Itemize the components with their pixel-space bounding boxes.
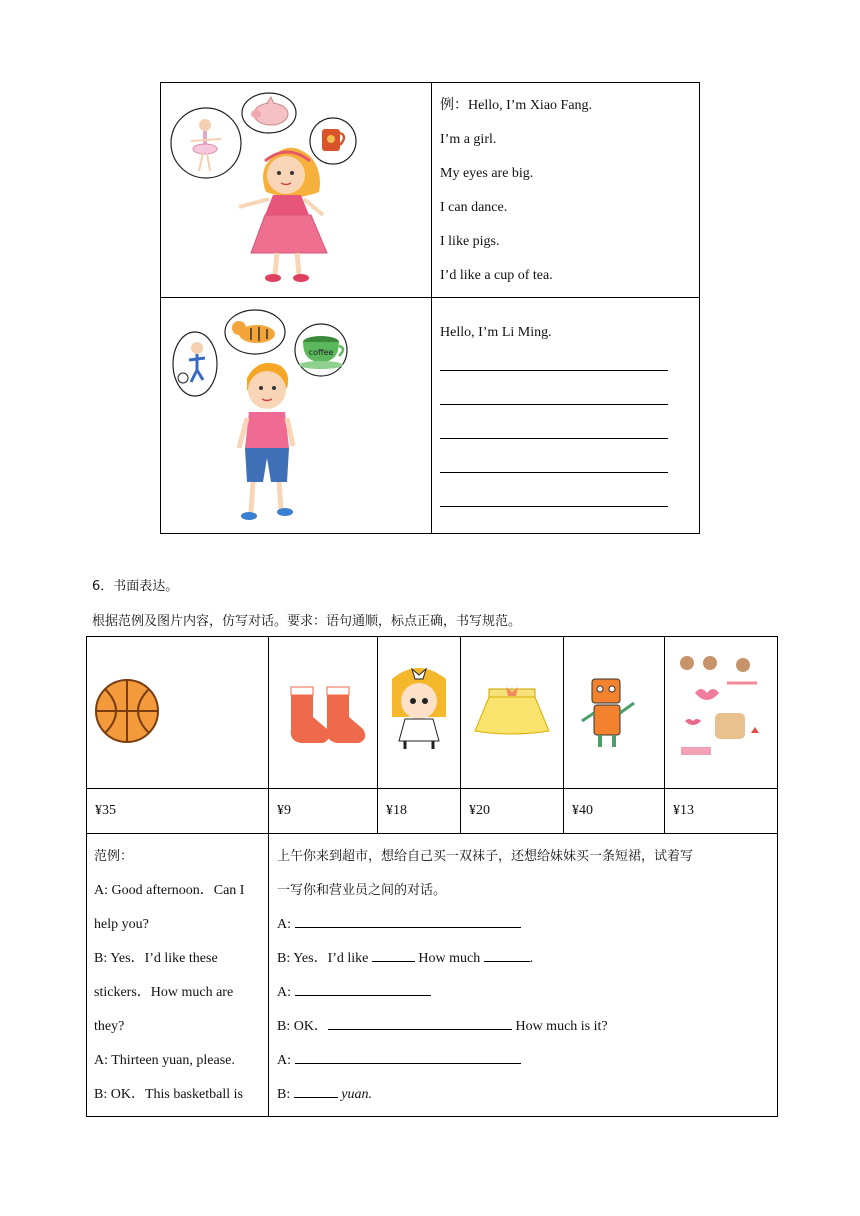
price-skirt: ¥20 bbox=[461, 789, 564, 834]
scenario-line-2: 一写你和营业员之间的对话。 bbox=[277, 883, 447, 898]
boy-picture-cell bbox=[161, 298, 432, 534]
example-dialogue-cell bbox=[87, 834, 269, 1117]
robot-icon bbox=[564, 637, 664, 783]
example-dialogue-line-7: B: OK．This basketball is bbox=[94, 1087, 243, 1102]
item-robot-cell bbox=[564, 637, 665, 789]
dialogue-line-6: B: yuan. bbox=[277, 1078, 777, 1112]
ballet-dancer-icon bbox=[171, 108, 241, 178]
answer-line-2[interactable] bbox=[440, 384, 691, 418]
answer-line-3[interactable] bbox=[440, 418, 691, 452]
example-dialogue-line-6: A: Thirteen yuan, please. bbox=[94, 1053, 235, 1068]
answer-line-1[interactable] bbox=[440, 350, 691, 384]
tiger-icon bbox=[225, 310, 285, 354]
example-line-1: 例：Hello, I’m Xiao Fang. bbox=[440, 98, 593, 113]
question-number: 6． bbox=[92, 579, 114, 594]
stickers-icon bbox=[665, 637, 777, 783]
dialogue-line-4: B: OK． How much is it? bbox=[277, 1010, 777, 1044]
doll-icon bbox=[378, 637, 460, 783]
blank-7[interactable] bbox=[294, 1083, 338, 1098]
writing-task-cell bbox=[269, 834, 778, 1117]
example-label: 范例： bbox=[94, 849, 134, 864]
self-intro-table bbox=[160, 82, 700, 534]
coffee-cup-label: coffee bbox=[308, 348, 334, 357]
example-line-2: I’m a girl. bbox=[440, 132, 497, 147]
task-intro: Hello, I’m Li Ming. bbox=[440, 325, 552, 340]
price-doll: ¥18 bbox=[378, 789, 461, 834]
example-dialogue-line-2: help you? bbox=[94, 917, 149, 932]
socks-icon bbox=[269, 637, 377, 783]
example-line-6: I’d like a cup of tea. bbox=[440, 268, 553, 283]
item-doll-cell bbox=[378, 637, 461, 789]
task-text-cell bbox=[432, 298, 700, 534]
basketball-icon bbox=[87, 637, 268, 783]
girl-illustration bbox=[161, 83, 431, 297]
example-dialogue-line-5: they? bbox=[94, 1019, 125, 1034]
blank-1[interactable] bbox=[295, 913, 521, 928]
scenario-line-1: 上午你来到超市，想给自己买一双袜子，还想给妹妹买一条短裙，试着写 bbox=[277, 849, 694, 864]
boy-illustration bbox=[161, 298, 431, 533]
price-socks: ¥9 bbox=[269, 789, 378, 834]
blank-5[interactable] bbox=[328, 1015, 512, 1030]
item-stickers-cell bbox=[665, 637, 778, 789]
blank-4[interactable] bbox=[295, 981, 431, 996]
price-basketball: ¥35 bbox=[87, 789, 269, 834]
shopping-table bbox=[86, 636, 778, 1117]
coffee-cup-icon bbox=[295, 324, 347, 376]
answer-line-4[interactable] bbox=[440, 452, 691, 486]
question-heading bbox=[92, 575, 178, 594]
example-line-4: I can dance. bbox=[440, 200, 508, 215]
example-dialogue-line-1: A: Good afternoon．Can I bbox=[94, 883, 245, 898]
blank-2[interactable] bbox=[372, 947, 415, 962]
question-instruction: 根据范例及图片内容，仿写对话。要求：语句通顺，标点正确，书写规范。 bbox=[92, 614, 522, 629]
example-dialogue-line-3: B: Yes．I’d like these bbox=[94, 951, 218, 966]
pig-icon bbox=[242, 93, 296, 133]
blank-6[interactable] bbox=[295, 1049, 521, 1064]
item-skirt-cell bbox=[461, 637, 564, 789]
example-line-3: My eyes are big. bbox=[440, 166, 534, 181]
girl-picture-cell bbox=[161, 83, 432, 298]
football-player-icon bbox=[173, 332, 217, 396]
skirt-icon bbox=[461, 637, 563, 783]
dialogue-line-5: A: bbox=[277, 1044, 777, 1078]
dialogue-line-3: A: bbox=[277, 976, 777, 1010]
tea-cup-icon bbox=[310, 118, 356, 164]
example-line-5: I like pigs. bbox=[440, 234, 500, 249]
price-stickers: ¥13 bbox=[665, 789, 778, 834]
price-robot: ¥40 bbox=[564, 789, 665, 834]
question-title: 书面表达。 bbox=[113, 579, 179, 594]
dialogue-line-2: B: Yes．I’d like How much . bbox=[277, 942, 777, 976]
answer-line-5[interactable] bbox=[440, 486, 691, 520]
blank-3[interactable] bbox=[484, 947, 530, 962]
dialogue-line-1: A: bbox=[277, 908, 777, 942]
example-text-cell bbox=[432, 83, 700, 298]
boy-figure bbox=[239, 363, 293, 520]
example-dialogue-line-4: stickers．How much are bbox=[94, 985, 234, 1000]
item-socks-cell bbox=[269, 637, 378, 789]
girl-figure bbox=[239, 148, 327, 282]
item-basketball-cell bbox=[87, 637, 269, 789]
